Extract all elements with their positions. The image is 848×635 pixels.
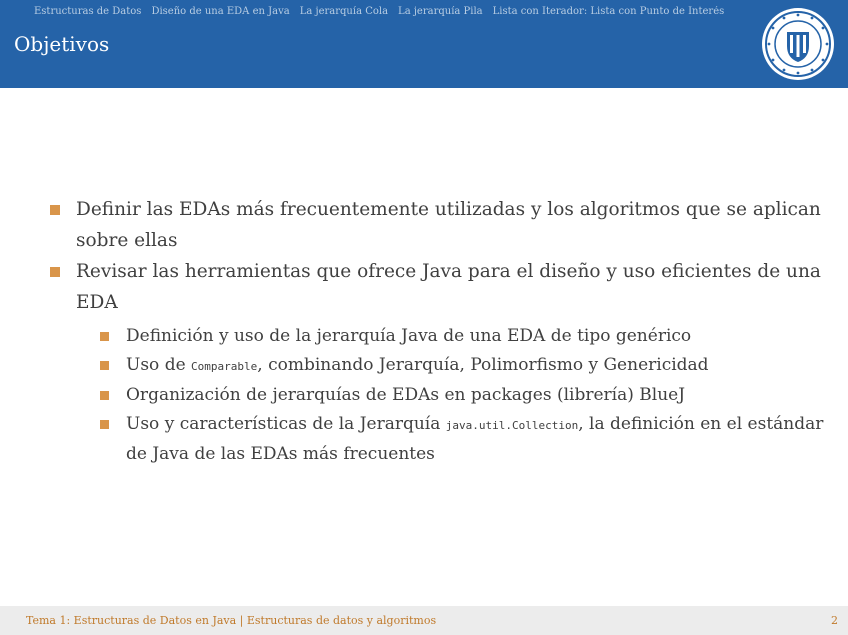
nav-section-estructuras[interactable]: Estructuras de Datos [34, 6, 142, 17]
sub-item-text-pre: Uso y características de la Jerarquía [126, 414, 446, 434]
list-item-text: Revisar las herramientas que ofrece Java para el diseño y uso eficientes de una EDA [76, 261, 821, 313]
sub-item-text: Organización de jerarquías de EDAs en packages (librería) BlueJ [126, 385, 686, 405]
sub-item-text: Definición y uso de la jerarquía Java de una EDA de tipo genérico [126, 326, 692, 346]
sub-list-item [100, 322, 830, 351]
list-item [50, 256, 830, 318]
bullet-icon [50, 267, 60, 277]
list-item [50, 194, 830, 256]
sub-list [50, 322, 830, 469]
bullet-icon [100, 420, 109, 429]
slide-footer [0, 606, 848, 635]
sub-item-text-post: , la definición en el estándar de Java de las EDAs más frecuentes [126, 414, 824, 464]
nav-section-lista[interactable]: Lista con Iterador: Lista con Punto de Interés [492, 6, 725, 17]
sub-list-item [100, 381, 830, 410]
slide-body [50, 194, 830, 469]
sub-item-text-pre: Uso de [126, 355, 192, 375]
bullet-icon [100, 332, 109, 341]
sub-list-item [100, 351, 830, 381]
university-seal-icon [760, 6, 836, 82]
slide-title: Objetivos [14, 32, 110, 56]
nav-section-pila[interactable]: La jerarquía Pila [398, 6, 483, 17]
sub-list-item [100, 410, 830, 469]
page-number: 2 [831, 614, 838, 627]
bullet-icon [100, 391, 109, 400]
sub-item-text-post: , combinando Jerarquía, Polimorfismo y Genericidad [257, 355, 709, 375]
bullet-icon [50, 205, 60, 215]
footer-course-title: Tema 1: Estructuras de Datos en Java | Estructuras de datos y algoritmos [26, 614, 437, 627]
section-navigation [34, 6, 758, 17]
code-comparable: Comparable [191, 360, 258, 373]
code-java-util-collection: java.util.Collection [445, 419, 579, 432]
bullet-icon [100, 361, 109, 370]
nav-section-cola[interactable]: La jerarquía Cola [299, 6, 389, 17]
nav-section-diseno[interactable]: Diseño de una EDA en Java [151, 6, 290, 17]
list-item-text: Definir las EDAs más frecuentemente utilizadas y los algoritmos que se aplican sobre ellas [76, 199, 821, 251]
slide-header [0, 0, 848, 88]
